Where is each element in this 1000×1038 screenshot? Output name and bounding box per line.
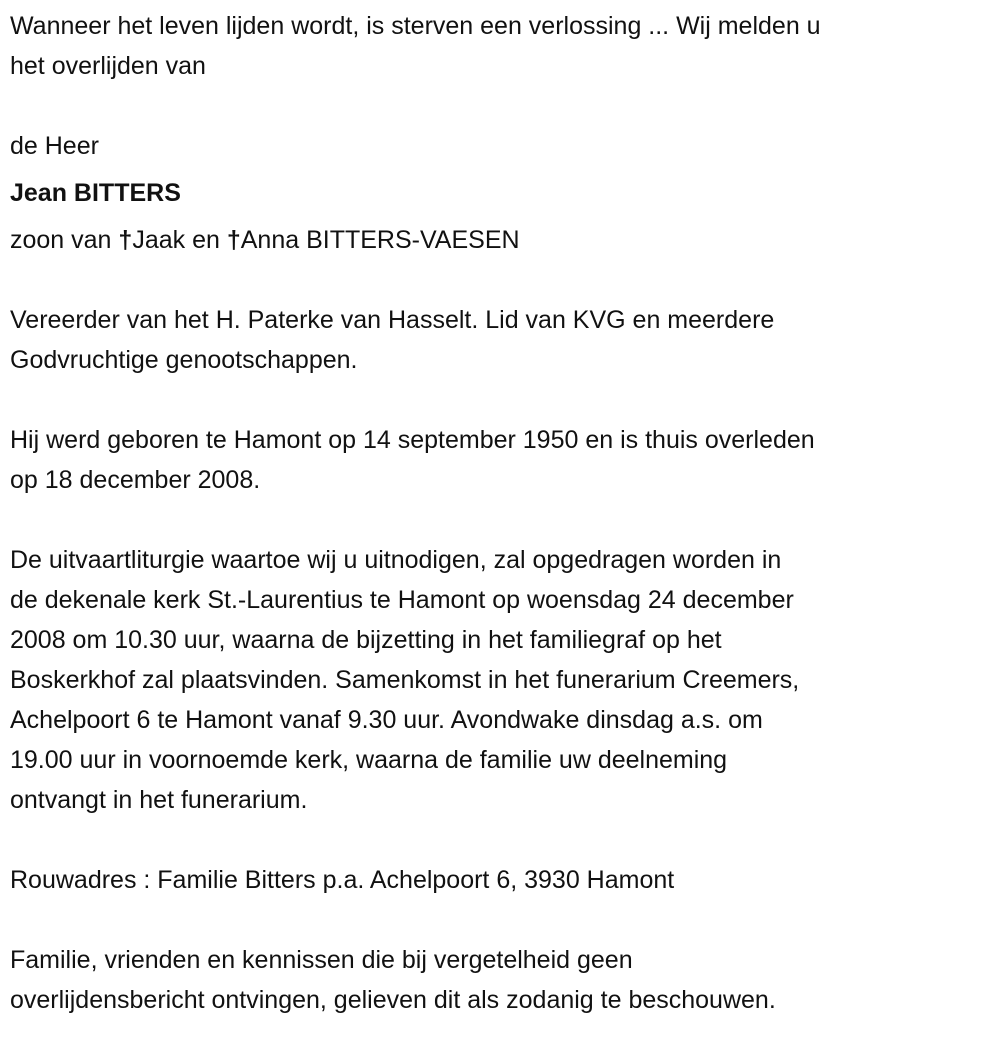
funeral-line: Boskerkhof zal plaatsvinden. Samenkomst in het funerarium Creemers,: [10, 666, 800, 694]
birth-death-line: Hij werd geboren te Hamont op 14 september 1950 en is thuis overleden: [10, 426, 815, 454]
parents-prefix: zoon van: [10, 226, 119, 254]
funeral-line: De uitvaartliturgie waartoe wij u uitnodigen, zal opgedragen worden in: [10, 546, 782, 574]
cross-icon: †: [226, 226, 241, 254]
mother-name: Anna BITTERS-VAESEN: [240, 226, 520, 254]
mourning-address: Rouwadres : Familie Bitters p.a. Achelpoort 6, 3930 Hamont: [10, 866, 675, 894]
parents-line: [10, 213, 821, 260]
membership-line: Vereerder van het H. Paterke van Hasselt. Lid van KVG en meerdere: [10, 306, 775, 334]
funeral-line: ontvangt in het funerarium.: [10, 786, 308, 814]
intro-line: Wanneer het leven lijden wordt, is sterven een verlossing ... Wij melden u: [10, 12, 821, 40]
obituary-text: [10, 6, 821, 1020]
funeral-line: 19.00 uur in voornoemde kerk, waarna de familie uw deelneming: [10, 746, 728, 774]
cross-icon: †: [118, 226, 133, 254]
funeral-line: Achelpoort 6 te Hamont vanaf 9.30 uur. Avondwake dinsdag a.s. om: [10, 706, 763, 734]
intro-line: het overlijden van: [10, 52, 206, 80]
father-name: Jaak en: [132, 226, 227, 254]
birth-death-line: op 18 december 2008.: [10, 466, 261, 494]
honorific: de Heer: [10, 132, 99, 160]
deceased-name: Jean BITTERS: [10, 179, 181, 207]
closing-line: overlijdensbericht ontvingen, gelieven dit als zodanig te beschouwen.: [10, 986, 776, 1014]
membership-line: Godvruchtige genootschappen.: [10, 346, 358, 374]
closing-line: Familie, vrienden en kennissen die bij vergetelheid geen: [10, 946, 633, 974]
funeral-line: 2008 om 10.30 uur, waarna de bijzetting in het familiegraf op het: [10, 626, 722, 654]
funeral-line: de dekenale kerk St.-Laurentius te Hamont op woensdag 24 december: [10, 586, 794, 614]
